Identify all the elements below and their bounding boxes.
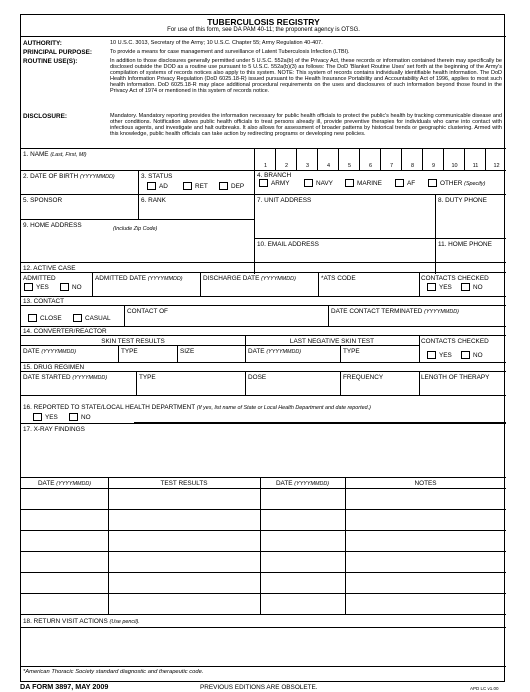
- divider: [254, 170, 255, 194]
- name-grid-number: 3: [305, 163, 310, 169]
- return-visit-area[interactable]: [23, 629, 503, 663]
- name-grid-cell[interactable]: [443, 149, 464, 170]
- sponsor-label: 5. SPONSOR: [23, 197, 63, 204]
- divider: [21, 551, 506, 552]
- routine-uses-text: In addition to those disclosures generally permitted under 5 U.S.C. 552a(b) of the Privacy Act, these records or information contained therein may specifically be disclosed outside the DOD as a routine use pursuant to 5 U.S.C. 552a(b)(3) as follows: The DoD 'Blanket Routine Uses' set forth at the beginning of the Army's compilation of systems of records notices also apply to this system. NOTE: This system of records contains individually identifiable health information. The DoD Health Information Privacy Regulation (DoD 6025.18-R) issued pursuant to the Health Insurance Portability and Accountability Act of 1996, applies to most such health information. DoD 6025.18-R may place additional procedural requirements on the uses and disclosures of such information beyond those found in the Privacy Act of 1974 or mentioned in this system of records notice.: [110, 58, 502, 95]
- divider: [21, 262, 506, 263]
- xray-col-date-1: DATE (YYYYMMDD): [37, 480, 92, 487]
- divider: [328, 305, 329, 326]
- home-phone-label: 11. HOME PHONE: [438, 241, 492, 248]
- disclosure-label: DISCLOSURE:: [23, 113, 68, 120]
- name-grid-number: 11: [472, 163, 479, 169]
- name-grid-cell[interactable]: [485, 149, 506, 170]
- skin-date-label: DATE (YYYYMMDD): [23, 348, 77, 355]
- branch-other-label: OTHER (Specify): [440, 180, 486, 187]
- branch-marine-label: MARINE: [357, 180, 382, 187]
- active-case-label: 12. ACTIVE CASE: [23, 265, 76, 272]
- xray-col-notes: NOTES: [414, 480, 437, 487]
- divider: [200, 272, 201, 296]
- email-label: 10. EMAIL ADDRESS: [257, 241, 319, 248]
- length-of-therapy-label: LENGTH OF THERAPY: [421, 374, 490, 381]
- divider: [118, 345, 119, 362]
- name-grid-number: 12: [493, 163, 500, 169]
- name-grid-number: 9: [431, 163, 436, 169]
- admitted-yes-label: YES: [36, 284, 49, 291]
- xray-findings-area[interactable]: [23, 434, 503, 476]
- divider: [21, 614, 506, 615]
- branch-marine-checkbox[interactable]: [345, 179, 354, 187]
- name-grid-cell[interactable]: [275, 149, 296, 170]
- authority-text: 10 U.S.C. 3013, Secretary of the Army; 10 U.S.C. Chapter 55; Army Regulation 40-407.: [110, 40, 323, 46]
- divider: [21, 627, 506, 628]
- status-ad-label: AD: [159, 183, 168, 190]
- status-ret-checkbox[interactable]: [183, 182, 192, 190]
- divider: [21, 509, 506, 510]
- xray-col-date-2: DATE (YYYYMMDD): [275, 480, 330, 487]
- tuberculosis-registry-form: [20, 14, 505, 682]
- contact-casual-checkbox[interactable]: [73, 314, 82, 322]
- divider: [21, 345, 419, 346]
- active-contacts-no-label: NO: [473, 284, 483, 291]
- status-dep-checkbox[interactable]: [219, 182, 228, 190]
- name-grid-number: 5: [347, 163, 352, 169]
- divider: [260, 477, 261, 614]
- reported-yes-label: YES: [45, 414, 58, 421]
- converter-contacts-no-checkbox[interactable]: [461, 351, 470, 359]
- name-grid-cell[interactable]: [254, 149, 275, 170]
- xray-col-test-results: TEST RESULTS: [160, 480, 208, 487]
- authority-label: AUTHORITY:: [23, 40, 62, 47]
- name-grid-number: 1: [263, 163, 268, 169]
- home-address-label: 9. HOME ADDRESS: [23, 222, 82, 229]
- contact-close-label: CLOSE: [40, 315, 62, 322]
- form-subtitle: For use of this form, see DA PAM 40-11; the proponent agency is OTSG.: [167, 27, 360, 33]
- divider: [318, 272, 319, 296]
- version-label: APD LC v1.00: [470, 686, 499, 691]
- name-grid-number: 6: [368, 163, 373, 169]
- divider: [254, 238, 506, 239]
- name-grid-number: 4: [326, 163, 331, 169]
- drug-type-label: TYPE: [139, 374, 156, 381]
- name-grid-cell[interactable]: [380, 149, 401, 170]
- divider: [21, 305, 506, 306]
- discharge-date-label: DISCHARGE DATE (YYYYMMDD): [203, 275, 296, 282]
- divider: [21, 272, 506, 273]
- name-label: 1. NAME (Last, First, MI): [23, 151, 87, 158]
- converter-contacts-yes-label: YES: [439, 352, 452, 359]
- last-negative-date-label: DATE (YYYYMMDD): [248, 348, 302, 355]
- divider: [245, 371, 246, 395]
- divider: [21, 477, 506, 478]
- return-visit-label: 18. RETURN VISIT ACTIONS (Use pencil).: [23, 618, 140, 625]
- name-grid-number: 2: [284, 163, 289, 169]
- divider: [21, 335, 506, 336]
- divider: [340, 371, 341, 395]
- skin-test-results-label: SKIN TEST RESULTS: [101, 338, 165, 345]
- status-dep-label: DEP: [231, 183, 245, 190]
- name-character-grid: [254, 149, 506, 170]
- admitted-label: ADMITTED: [23, 275, 56, 282]
- rank-label: 6. RANK: [141, 197, 166, 204]
- skin-type-label: TYPE: [121, 348, 138, 355]
- disclosure-text: Mandatory. Mandatory reporting provides the information necessary for public health officials to protect the public's health by tracking communicable disease and other conditions. Notification allows public health officials to treat persons already ill, provide preventive therapies for individuals who came into contact with infectious agents, and investigate and halt outbreaks. It also allows for assessment of broader patterns by historical trends or geographic clustering. Armed with this knowledge, public health officials can take action by redirecting programs or developing new policies.: [110, 113, 502, 138]
- divider: [21, 170, 506, 171]
- principal-purpose-text: To provide a means for case management and surveillance of Latent Tuberculosis Infection (LTBI).: [110, 49, 350, 55]
- divider: [21, 371, 506, 372]
- name-grid-cell[interactable]: [317, 149, 338, 170]
- xray-section-label: 17. X-RAY FINDINGS: [23, 426, 85, 433]
- footnote: *American Thoracic Society standard diagnostic and therapeutic code.: [23, 669, 204, 675]
- divider: [21, 326, 506, 327]
- skin-size-label: SIZE: [180, 348, 195, 355]
- drug-section-label: 15. DRUG REGIMEN: [23, 364, 85, 371]
- name-grid-cell[interactable]: [296, 149, 317, 170]
- admitted-no-label: NO: [72, 284, 82, 291]
- converter-contacts-no-label: NO: [473, 352, 483, 359]
- divider: [21, 219, 254, 220]
- unit-address-label: 7. UNIT ADDRESS: [257, 197, 312, 204]
- admitted-no-checkbox[interactable]: [60, 283, 69, 291]
- active-contacts-no-checkbox[interactable]: [461, 283, 470, 291]
- divider: [21, 296, 506, 297]
- divider: [21, 194, 506, 195]
- last-negative-type-label: TYPE: [343, 348, 360, 355]
- divider: [108, 477, 109, 614]
- divider: [345, 477, 346, 614]
- name-grid-cell[interactable]: [422, 149, 443, 170]
- dose-label: DOSE: [248, 374, 267, 381]
- duty-phone-label: 8. DUTY PHONE: [438, 197, 487, 204]
- ats-code-label: *ATS CODE: [321, 275, 356, 282]
- divider: [21, 666, 506, 667]
- divider: [177, 345, 178, 362]
- obsolete-notice: PREVIOUS EDITIONS ARE OBSOLETE.: [200, 684, 318, 691]
- branch-navy-label: NAVY: [316, 180, 333, 187]
- status-ad-checkbox[interactable]: [147, 182, 156, 190]
- form-number: DA FORM 3897, MAY 2009: [20, 682, 109, 691]
- divider: [92, 272, 93, 296]
- name-grid-cell[interactable]: [401, 149, 422, 170]
- divider: [340, 345, 341, 362]
- divider: [124, 305, 125, 326]
- converter-contacts-yes-checkbox[interactable]: [427, 351, 436, 359]
- contact-section-label: 13. CONTACT: [23, 298, 65, 305]
- divider: [136, 371, 137, 395]
- routine-uses-label: ROUTINE USE(S):: [23, 58, 78, 65]
- branch-navy-checkbox[interactable]: [304, 179, 313, 187]
- contact-close-checkbox[interactable]: [28, 314, 37, 322]
- last-negative-skin-test-label: LAST NEGATIVE SKIN TEST: [289, 338, 375, 345]
- name-grid-cell[interactable]: [359, 149, 380, 170]
- branch-af-label: AF: [407, 180, 416, 187]
- divider: [21, 488, 506, 489]
- divider: [21, 362, 506, 363]
- reported-label: 16. REPORTED TO STATE/LOCAL HEALTH DEPARTMENT (If yes, list name of State or Local Health Department and date reported.): [23, 404, 371, 411]
- active-contacts-yes-label: YES: [439, 284, 452, 291]
- converter-section-label: 14. CONVERTER/REACTOR: [23, 328, 107, 335]
- divider: [21, 572, 506, 573]
- branch-af-checkbox[interactable]: [395, 179, 404, 187]
- divider: [138, 194, 139, 219]
- name-grid-cell[interactable]: [464, 149, 485, 170]
- branch-other-checkbox[interactable]: [428, 179, 437, 187]
- name-grid-number: 7: [389, 163, 394, 169]
- divider: [21, 593, 506, 594]
- frequency-label: FREQUENCY: [343, 374, 384, 381]
- divider: [21, 36, 506, 37]
- branch-army-label: ARMY: [271, 180, 290, 187]
- divider: [21, 395, 506, 396]
- contact-of-label: CONTACT OF: [127, 308, 168, 315]
- admitted-date-label: ADMITTED DATE (YYYYMMDD): [95, 275, 183, 282]
- reported-no-label: NO: [81, 414, 91, 421]
- name-grid-number: 8: [410, 163, 415, 169]
- status-ret-label: RET: [195, 183, 208, 190]
- divider: [21, 423, 506, 424]
- admitted-yes-checkbox[interactable]: [24, 283, 33, 291]
- active-contacts-yes-checkbox[interactable]: [427, 283, 436, 291]
- divider: [138, 170, 139, 194]
- principal-purpose-label: PRINCIPAL PURPOSE:: [23, 49, 93, 56]
- contact-terminated-label: DATE CONTACT TERMINATED (YYYYMMDD): [331, 308, 459, 315]
- branch-label: 4. BRANCH: [257, 172, 292, 179]
- converter-contacts-checked-label: CONTACTS CHECKED: [421, 338, 489, 345]
- contact-casual-label: CASUAL: [85, 315, 111, 322]
- home-address-hint: (Include Zip Code): [113, 226, 158, 232]
- divider: [419, 335, 420, 362]
- divider: [21, 530, 506, 531]
- reported-yes-checkbox[interactable]: [33, 413, 42, 421]
- divider: [419, 371, 420, 395]
- active-contacts-checked-label: CONTACTS CHECKED: [421, 275, 489, 282]
- form-title: TUBERCULOSIS REGISTRY: [207, 17, 320, 27]
- divider: [419, 272, 420, 296]
- reported-no-checkbox[interactable]: [69, 413, 78, 421]
- name-grid-cell[interactable]: [338, 149, 359, 170]
- dob-label: 2. DATE OF BIRTH (YYYYMMDD): [23, 173, 115, 180]
- name-input[interactable]: [23, 158, 253, 170]
- name-grid-number: 10: [451, 163, 458, 169]
- date-started-label: DATE STARTED (YYYYMMDD): [23, 374, 108, 381]
- status-label: 3. STATUS: [141, 173, 173, 180]
- branch-army-checkbox[interactable]: [259, 179, 268, 187]
